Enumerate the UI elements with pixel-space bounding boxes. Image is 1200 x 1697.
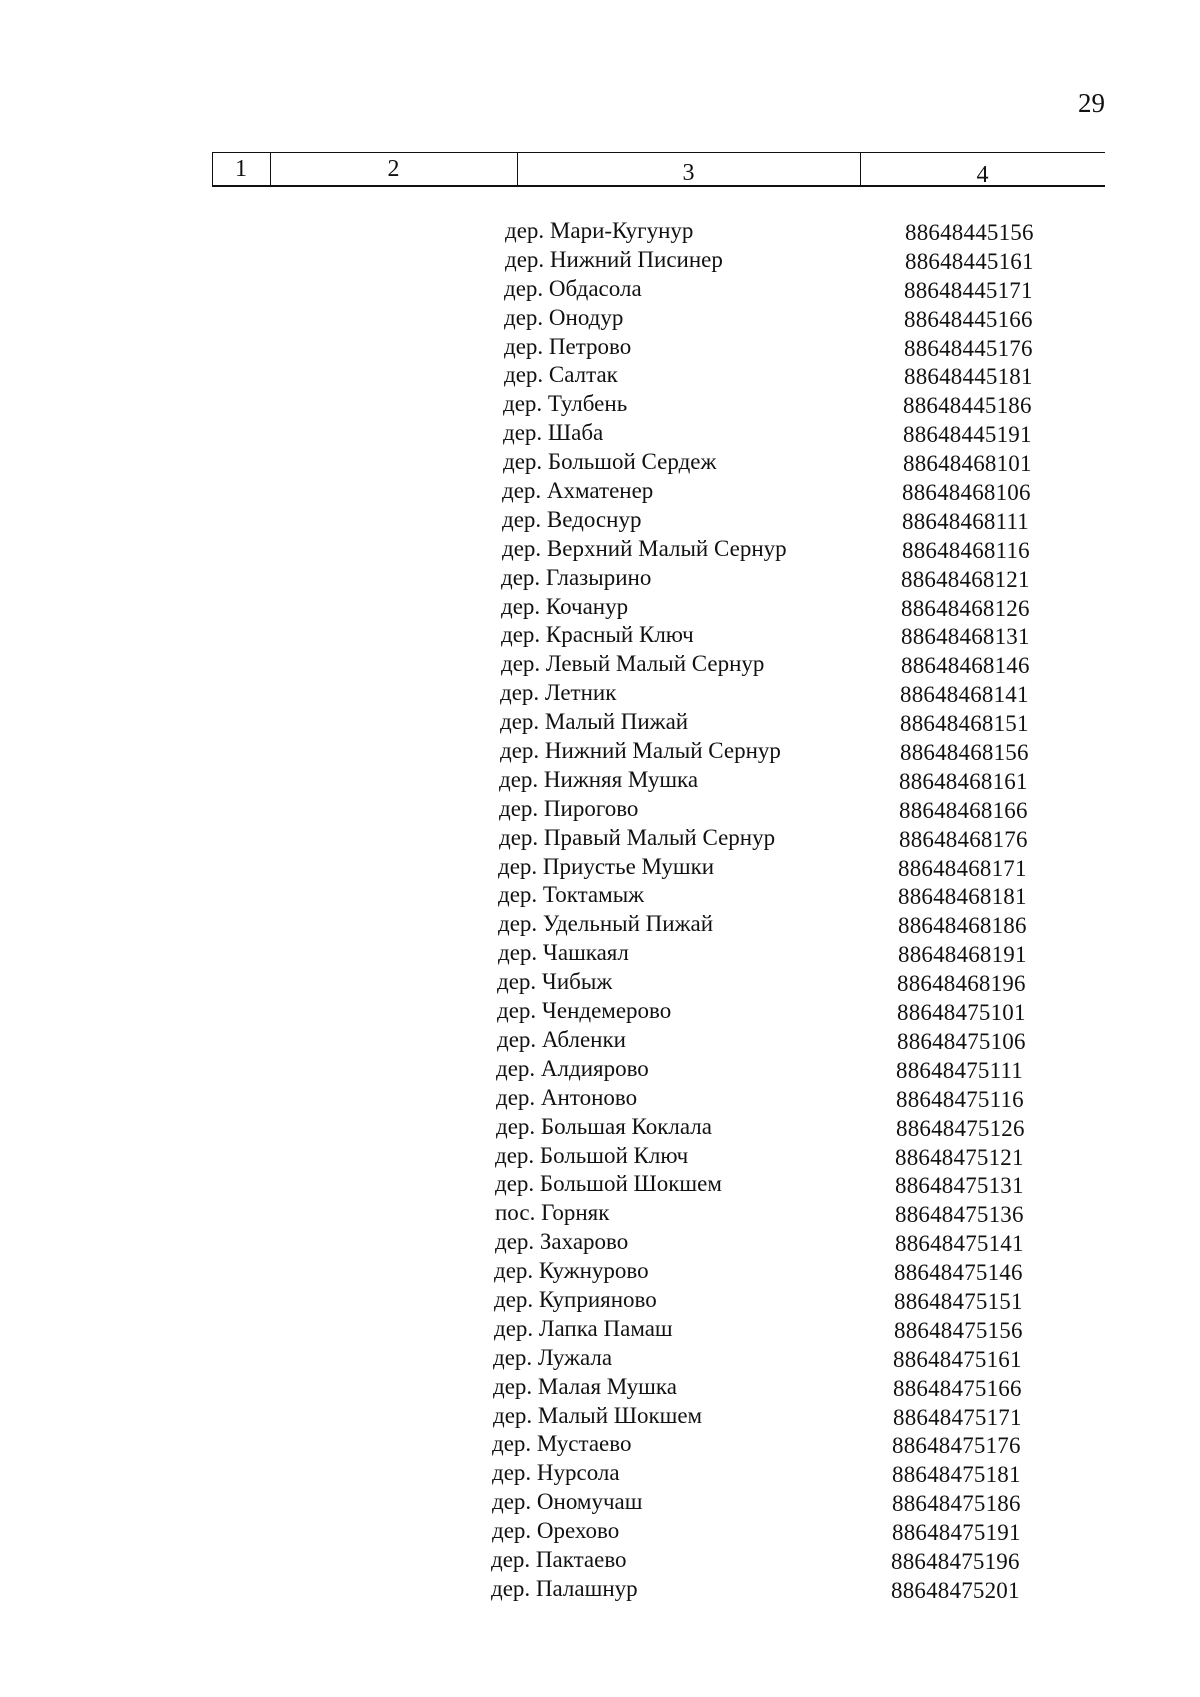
- phone-number: 88648475111: [896, 1057, 1023, 1083]
- list-item: [499, 766, 1059, 795]
- settlement-name: дер. Алдиярово: [496, 1055, 649, 1081]
- phone-number: 88648445156: [905, 220, 1034, 245]
- settlement-name: дер. Левый Малый Сернур: [501, 651, 765, 677]
- settlement-name: дер. Абленки: [497, 1026, 626, 1052]
- phone-number: 88648445161: [905, 248, 1034, 274]
- list-item: [497, 1026, 1057, 1055]
- settlement-name: дер. Малая Мушка: [493, 1373, 677, 1399]
- header-top-rule: [212, 152, 1105, 153]
- list-item: [495, 1142, 1055, 1171]
- settlement-name: дер. Малый Шокшем: [493, 1402, 703, 1428]
- phone-number: 88648468166: [899, 797, 1028, 823]
- phone-number: 88648475136: [895, 1202, 1024, 1228]
- list-item: [501, 621, 1061, 650]
- list-item: [504, 304, 1064, 333]
- phone-number: 88648475191: [892, 1520, 1021, 1546]
- settlement-name: дер. Малый Пижай: [500, 709, 689, 735]
- phone-number: 88648445176: [904, 335, 1033, 361]
- list-item: [498, 881, 1058, 910]
- settlement-name: дер. Большой Ключ: [495, 1142, 689, 1168]
- settlement-name: дер. Орехово: [492, 1518, 620, 1544]
- list-item: [494, 1315, 1054, 1344]
- settlement-name: дер. Онодур: [504, 304, 624, 330]
- list-item: [492, 1430, 1052, 1459]
- settlement-name: дер. Кужнурово: [494, 1258, 649, 1284]
- list-item: [503, 390, 1063, 419]
- settlement-name: дер. Ономучаш: [492, 1489, 643, 1515]
- phone-number: 88648468151: [900, 711, 1029, 737]
- phone-number: 88648475161: [893, 1346, 1022, 1372]
- settlement-name: дер. Верхний Малый Сернур: [502, 535, 787, 561]
- settlement-name: дер. Большой Сердеж: [503, 449, 717, 475]
- phone-number: 88648475106: [897, 1028, 1026, 1054]
- list-item: [492, 1488, 1052, 1517]
- settlement-name: дер. Ведоснур: [502, 506, 642, 532]
- settlement-name: дер. Приустье Мушки: [498, 853, 715, 879]
- header-col-4: 4: [976, 162, 989, 188]
- phone-number: 88648475166: [893, 1375, 1022, 1401]
- settlement-name: дер. Мари-Кугунур: [505, 218, 694, 243]
- phone-number: 88648468196: [897, 971, 1026, 997]
- settlement-name: дер. Нижняя Мушка: [499, 766, 699, 792]
- settlement-name: дер. Кочанур: [501, 593, 629, 619]
- list-item: [504, 275, 1064, 304]
- list-item: [498, 910, 1058, 939]
- list-item: [494, 1257, 1054, 1286]
- list-item: [492, 1517, 1052, 1546]
- list-item: [500, 737, 1060, 766]
- header-col-2: 2: [387, 156, 400, 182]
- settlement-name: дер. Ахматенер: [502, 478, 654, 504]
- settlement-name: дер. Летник: [500, 680, 617, 706]
- phone-number: 88648468101: [903, 451, 1032, 477]
- phone-number: 88648475156: [894, 1317, 1023, 1343]
- list-item: [503, 419, 1063, 448]
- settlement-name: дер. Удельный Пижай: [498, 911, 713, 937]
- list-item: [496, 1055, 1056, 1084]
- settlement-name: дер. Большой Шокшем: [495, 1171, 722, 1197]
- list-item: [495, 1170, 1055, 1199]
- list-item: [492, 1459, 1052, 1488]
- phone-number: 88648468191: [898, 942, 1027, 968]
- settlement-name: дер. Чибыж: [497, 969, 613, 995]
- settlement-name: дер. Пирогово: [499, 795, 639, 821]
- phone-number: 88648468131: [901, 624, 1030, 650]
- list-item: [499, 795, 1059, 824]
- phone-number: 88648468156: [900, 740, 1029, 766]
- list-item: [495, 1199, 1055, 1228]
- phone-number: 88648475141: [895, 1231, 1024, 1257]
- list-item: [498, 939, 1058, 968]
- settlement-name: дер. Палашнур: [491, 1575, 638, 1601]
- phone-number: 88648475121: [895, 1144, 1024, 1170]
- phone-number: 88648468146: [901, 653, 1030, 679]
- settlement-name: дер. Лапка Памаш: [494, 1315, 673, 1341]
- header-col-3: 3: [682, 160, 695, 186]
- settlement-name: дер. Чашкаял: [498, 940, 629, 966]
- phone-number: 88648445181: [904, 364, 1033, 390]
- list-item: [493, 1402, 1053, 1431]
- settlement-name: дер. Мустаево: [492, 1431, 632, 1457]
- phone-number: 88648468111: [902, 508, 1029, 534]
- settlement-name: дер. Шаба: [503, 420, 604, 446]
- phone-number: 88648445171: [904, 277, 1033, 303]
- list-item: [505, 246, 1065, 275]
- list-item: [501, 650, 1061, 679]
- header-col-1: 1: [235, 156, 247, 182]
- list-item: [497, 968, 1057, 997]
- settlement-name: дер. Куприяново: [494, 1286, 657, 1312]
- phone-number: 88648475196: [891, 1548, 1020, 1574]
- list-item: [504, 361, 1064, 390]
- list-item: [491, 1575, 1051, 1604]
- phone-number: 88648445166: [904, 306, 1033, 332]
- settlement-name: дер. Нижний Малый Сернур: [500, 738, 781, 764]
- settlement-name: дер. Обдасола: [504, 275, 642, 301]
- page-number: 29: [1078, 88, 1105, 118]
- list-item: [497, 997, 1057, 1026]
- phone-number: 88648468186: [898, 913, 1027, 939]
- settlement-name: дер. Нурсола: [492, 1460, 620, 1486]
- settlement-name: дер. Тулбень: [503, 391, 628, 417]
- list-item: [496, 1084, 1056, 1113]
- phone-number: 88648468126: [901, 595, 1030, 621]
- list-item: [501, 564, 1061, 593]
- list-item: [496, 1113, 1056, 1142]
- phone-number: 88648445186: [903, 393, 1032, 419]
- settlement-name: дер. Лужала: [493, 1344, 613, 1370]
- list-item: [502, 506, 1062, 535]
- settlement-name: пос. Горняк: [495, 1200, 610, 1226]
- phone-number: 88648475181: [892, 1462, 1021, 1488]
- phone-number: 88648475101: [897, 1000, 1026, 1026]
- settlement-name: дер. Пактаево: [491, 1546, 627, 1572]
- settlement-name: дер. Антоново: [496, 1084, 638, 1110]
- phone-number: 88648468161: [899, 768, 1028, 794]
- list-item: [495, 1228, 1055, 1257]
- phone-number: 88648468171: [898, 855, 1027, 881]
- settlement-name: дер. Чендемерово: [497, 998, 672, 1024]
- settlement-name: дер. Правый Малый Сернур: [499, 824, 776, 850]
- phone-number: 88648475186: [892, 1491, 1021, 1517]
- settlement-name: дер. Захарово: [495, 1229, 629, 1255]
- phone-number: 88648468181: [898, 884, 1027, 910]
- list-item: [500, 708, 1060, 737]
- list-item: [501, 593, 1061, 622]
- phone-number: 88648468121: [901, 566, 1030, 592]
- phone-number: 88648468141: [900, 682, 1029, 708]
- settlement-name: дер. Салтак: [504, 362, 618, 388]
- list-item: [505, 217, 1065, 246]
- list-item: [491, 1546, 1051, 1575]
- list-item: [494, 1286, 1054, 1315]
- settlement-phone-list: [491, 217, 1065, 1604]
- phone-number: 88648445191: [903, 422, 1032, 448]
- phone-number: 88648468116: [902, 537, 1030, 563]
- phone-number: 88648475116: [896, 1086, 1024, 1112]
- list-item: [498, 853, 1058, 882]
- phone-number: 88648468106: [902, 480, 1031, 506]
- settlement-name: дер. Токтамыж: [498, 882, 645, 908]
- list-item: [502, 535, 1062, 564]
- phone-number: 88648475151: [894, 1288, 1023, 1314]
- list-item: [504, 333, 1064, 362]
- settlement-name: дер. Большая Коклала: [496, 1113, 712, 1139]
- settlement-name: дер. Красный Ключ: [501, 622, 694, 648]
- phone-number: 88648475201: [891, 1577, 1020, 1603]
- phone-number: 88648468176: [899, 826, 1028, 852]
- settlement-name: дер. Нижний Писинер: [505, 246, 723, 272]
- list-item: [502, 477, 1062, 506]
- phone-number: 88648475126: [896, 1115, 1025, 1141]
- list-item: [493, 1373, 1053, 1402]
- column-header-table: [212, 152, 1105, 187]
- list-item: [493, 1344, 1053, 1373]
- settlement-name: дер. Петрово: [504, 333, 632, 359]
- settlement-name: дер. Глазырино: [501, 564, 652, 590]
- list-item: [500, 679, 1060, 708]
- phone-number: 88648475171: [893, 1404, 1022, 1430]
- phone-number: 88648475146: [894, 1260, 1023, 1286]
- list-item: [503, 448, 1063, 477]
- phone-number: 88648475176: [892, 1433, 1021, 1459]
- list-item: [499, 824, 1059, 853]
- phone-number: 88648475131: [895, 1173, 1024, 1199]
